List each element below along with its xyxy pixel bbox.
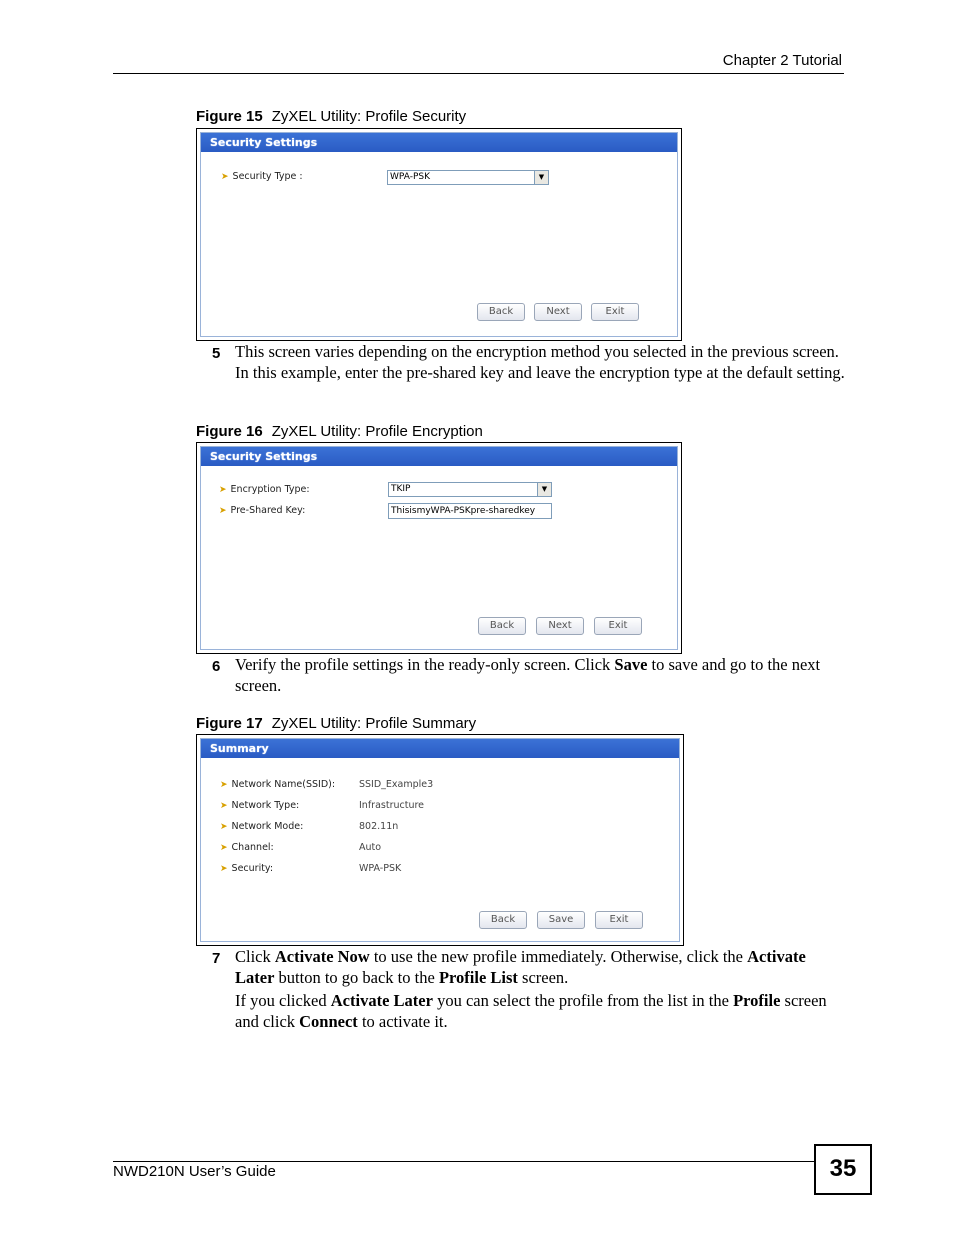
figure-15-caption (196, 108, 466, 125)
security-type-select[interactable]: WPA-PSK ▼ (387, 170, 549, 185)
figure-title: ZyXEL Utility: Profile Summary (271, 715, 477, 732)
encryption-type-label: ➤ Encryption Type: (219, 484, 310, 495)
summary-value-network-mode: 802.11n (359, 821, 399, 832)
step-7-number: 7 (212, 950, 221, 967)
pre-shared-key-input[interactable]: ThisismyWPA-PSKpre-sharedkey (388, 503, 552, 519)
page-number: 35 (814, 1144, 872, 1195)
figure-title: ZyXEL Utility: Profile Encryption (271, 423, 483, 440)
back-button[interactable]: Back (477, 303, 525, 321)
bullet-icon: ➤ (220, 864, 228, 874)
back-button[interactable]: Back (479, 911, 527, 929)
step-5-number: 5 (212, 345, 221, 362)
figure-16-caption (196, 423, 483, 440)
figure-number: Figure 16 (196, 423, 263, 440)
dialog-title: Security Settings (201, 447, 677, 466)
summary-value-ssid: SSID_Example3 (359, 779, 434, 790)
bullet-icon: ➤ (220, 801, 228, 811)
encryption-type-select[interactable]: TKIP ▼ (388, 482, 552, 497)
step-6-number: 6 (212, 658, 221, 675)
pre-shared-key-label: ➤ Pre-Shared Key: (219, 505, 306, 516)
dropdown-arrow-icon[interactable]: ▼ (534, 171, 548, 184)
summary-value-channel: Auto (359, 842, 382, 853)
summary-label-channel: ➤ Channel: (220, 842, 274, 853)
summary-value-security: WPA-PSK (359, 863, 402, 874)
figure-title: ZyXEL Utility: Profile Security (271, 108, 467, 125)
dropdown-arrow-icon[interactable]: ▼ (537, 483, 551, 496)
step-5-text: This screen varies depending on the encryption method you selected in the previous screen. In this example, enter the pre-shared key and leave the encryption type at the default setting. (235, 342, 845, 382)
step-7-note: If you clicked Activate Later you can select the profile from the list in the Profile screen and click Connect to activate it. (235, 991, 827, 1031)
security-settings-dialog (196, 442, 682, 654)
figure-17-caption (196, 715, 476, 732)
dialog-title: Summary (201, 739, 679, 758)
security-type-label: ➤ Security Type : (221, 171, 303, 182)
next-button[interactable]: Next (536, 617, 584, 635)
bullet-icon: ➤ (220, 780, 228, 790)
dialog-title: Security Settings (201, 133, 677, 152)
footer-rule (113, 1161, 814, 1162)
step-6-text: Verify the profile settings in the ready-only screen. Click Save to save and go to the next screen. (235, 655, 821, 695)
save-button[interactable]: Save (537, 911, 585, 929)
figure-number: Figure 15 (196, 108, 263, 125)
summary-label-network-type: ➤ Network Type: (220, 800, 300, 811)
security-settings-dialog (196, 128, 682, 341)
bullet-icon: ➤ (220, 843, 228, 853)
bullet-icon: ➤ (221, 172, 229, 182)
header-rule (113, 73, 844, 74)
summary-dialog (196, 734, 684, 946)
back-button[interactable]: Back (478, 617, 526, 635)
exit-button[interactable]: Exit (595, 911, 643, 929)
exit-button[interactable]: Exit (594, 617, 642, 635)
summary-label-security: ➤ Security: (220, 863, 274, 874)
bullet-icon: ➤ (219, 485, 227, 495)
next-button[interactable]: Next (534, 303, 582, 321)
guide-title: NWD210N User’s Guide (113, 1163, 276, 1180)
summary-label-network-mode: ➤ Network Mode: (220, 821, 304, 832)
chapter-header: Chapter 2 Tutorial (722, 52, 842, 69)
exit-button[interactable]: Exit (591, 303, 639, 321)
summary-value-network-type: Infrastructure (359, 800, 425, 811)
bullet-icon: ➤ (219, 506, 227, 516)
figure-number: Figure 17 (196, 715, 263, 732)
step-7-text: Click Activate Now to use the new profile immediately. Otherwise, click the Activate Later button to go back to the Profile List screen. (235, 947, 806, 987)
bullet-icon: ➤ (220, 822, 228, 832)
summary-label-ssid: ➤ Network Name(SSID): (220, 779, 336, 790)
